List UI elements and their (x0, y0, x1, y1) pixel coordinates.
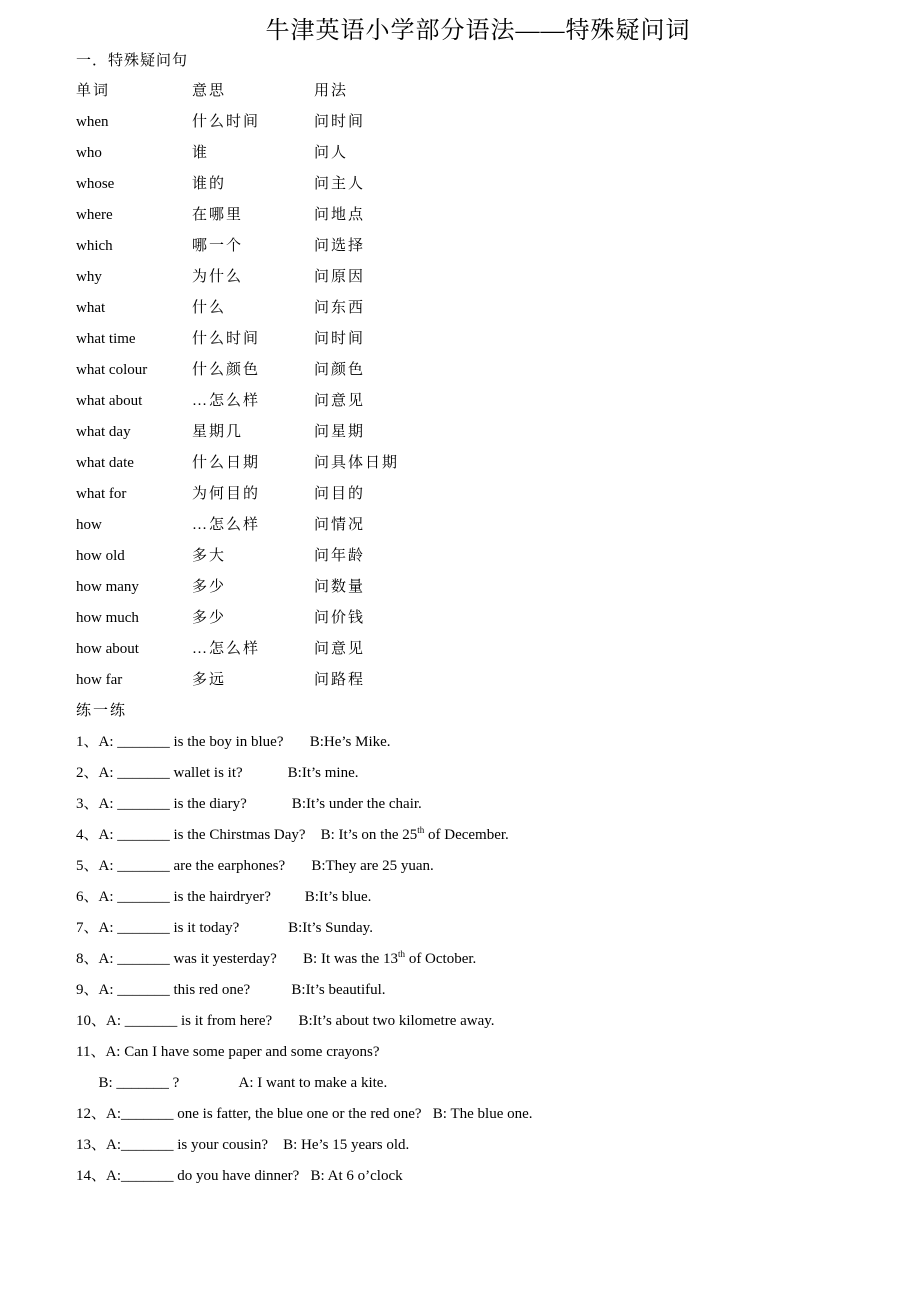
practice-line: 5、A: _______ are the earphones? B:They are 25 yuan. (76, 858, 434, 874)
word-cell: where (76, 207, 113, 223)
usage-cell: 问具体日期 (314, 455, 400, 471)
vocab-row (76, 262, 880, 293)
usage-cell: 问情况 (314, 517, 366, 533)
vocab-row (76, 634, 880, 665)
practice-line: 12、A:_______ one is fatter, the blue one or the red one? B: The blue one. (76, 1106, 533, 1122)
word-cell: what time (76, 331, 136, 347)
usage-cell: 问时间 (314, 331, 366, 347)
usage-cell: 问数量 (314, 579, 366, 595)
meaning-cell: 什么日期 (192, 455, 261, 471)
meaning-cell: 哪一个 (192, 238, 244, 254)
meaning-cell: …怎么样 (192, 517, 261, 533)
vocab-rows (76, 107, 880, 696)
word-cell: which (76, 238, 113, 254)
usage-cell: 问颜色 (314, 362, 366, 378)
usage-cell: 问意见 (314, 393, 366, 409)
ordinal-suffix: th (417, 825, 425, 835)
vocab-row (76, 572, 880, 603)
meaning-cell: 多大 (192, 548, 227, 564)
practice-line: 4、A: _______ is the Chirstmas Day? B: It’s on the 25th of December. (76, 825, 509, 843)
practice-exercises (76, 727, 880, 1192)
practice-line: 9、A: _______ this red one? B:It’s beautiful. (76, 982, 386, 998)
word-cell: who (76, 145, 102, 161)
meaning-cell: 多远 (192, 672, 227, 688)
word-cell: when (76, 114, 109, 130)
meaning-cell: 谁的 (192, 176, 227, 192)
page-title: 牛津英语小学部分语法——特殊疑问词 (265, 18, 691, 44)
vocab-row (76, 510, 880, 541)
usage-cell: 问地点 (314, 207, 366, 223)
vocab-row (76, 603, 880, 634)
vocab-row (76, 448, 880, 479)
vocab-row (76, 200, 880, 231)
word-cell: whose (76, 176, 115, 192)
usage-cell: 问星期 (314, 424, 366, 440)
vocab-row (76, 665, 880, 696)
word-cell: what day (76, 424, 131, 440)
col-header-meaning: 意思 (192, 83, 227, 99)
practice-line: 11、A: Can I have some paper and some crayons? (76, 1044, 380, 1060)
usage-cell: 问原因 (314, 269, 366, 285)
practice-line: 8、A: _______ was it yesterday? B: It was the 13th of October. (76, 949, 477, 967)
meaning-cell: 为何目的 (192, 486, 261, 502)
word-cell: how far (76, 672, 123, 688)
meaning-cell: 多少 (192, 579, 227, 595)
meaning-cell: 什么时间 (192, 114, 261, 130)
word-cell: why (76, 269, 102, 285)
practice-line: 7、A: _______ is it today? B:It’s Sunday. (76, 920, 373, 936)
practice-line: 14、A:_______ do you have dinner? B: At 6 o’clock (76, 1168, 403, 1184)
meaning-cell: 多少 (192, 610, 227, 626)
vocab-row (76, 386, 880, 417)
word-cell: what (76, 300, 106, 316)
usage-cell: 问价钱 (314, 610, 366, 626)
usage-cell: 问主人 (314, 176, 366, 192)
vocab-row (76, 541, 880, 572)
col-header-word: 单词 (76, 83, 111, 99)
word-cell: how many (76, 579, 139, 595)
vocab-row (76, 169, 880, 200)
usage-cell: 问路程 (314, 672, 366, 688)
usage-cell: 问年龄 (314, 548, 366, 564)
practice-line: 13、A:_______ is your cousin? B: He’s 15 years old. (76, 1137, 410, 1153)
meaning-cell: 什么 (192, 300, 227, 316)
meaning-cell: 什么时间 (192, 331, 261, 347)
usage-cell: 问人 (314, 145, 349, 161)
meaning-cell: 谁 (192, 145, 210, 161)
usage-cell: 问东西 (314, 300, 366, 316)
vocab-table (76, 76, 880, 696)
vocab-row (76, 324, 880, 355)
meaning-cell: 在哪里 (192, 207, 244, 223)
meaning-cell: …怎么样 (192, 641, 261, 657)
meaning-cell: 为什么 (192, 269, 244, 285)
section-heading: 一．特殊疑问句 (76, 53, 189, 69)
vocab-header-row (76, 76, 880, 107)
meaning-cell: 什么颜色 (192, 362, 261, 378)
word-cell: what date (76, 455, 134, 471)
word-cell: how about (76, 641, 139, 657)
practice-line: 2、A: _______ wallet is it? B:It’s mine. (76, 765, 359, 781)
practice-line: 1、A: _______ is the boy in blue? B:He’s Mike. (76, 734, 391, 750)
usage-cell: 问时间 (314, 114, 366, 130)
word-cell: what for (76, 486, 127, 502)
col-header-usage: 用法 (314, 83, 349, 99)
vocab-row (76, 479, 880, 510)
usage-cell: 问目的 (314, 486, 366, 502)
word-cell: how much (76, 610, 139, 626)
ordinal-suffix: th (398, 949, 406, 959)
vocab-row (76, 355, 880, 386)
usage-cell: 问选择 (314, 238, 366, 254)
word-cell: how old (76, 548, 125, 564)
vocab-row (76, 293, 880, 324)
meaning-cell: 星期几 (192, 424, 244, 440)
meaning-cell: …怎么样 (192, 393, 261, 409)
practice-heading: 练一练 (76, 703, 128, 719)
practice-line: B: _______ ? A: I want to make a kite. (76, 1075, 388, 1091)
vocab-row (76, 138, 880, 169)
practice-line: 6、A: _______ is the hairdryer? B:It’s blue. (76, 889, 372, 905)
word-cell: what colour (76, 362, 148, 378)
vocab-row (76, 107, 880, 138)
usage-cell: 问意见 (314, 641, 366, 657)
vocab-row (76, 417, 880, 448)
practice-line: 3、A: _______ is the diary? B:It’s under the chair. (76, 796, 422, 812)
word-cell: how (76, 517, 102, 533)
word-cell: what about (76, 393, 143, 409)
vocab-row (76, 231, 880, 262)
practice-line: 10、A: _______ is it from here? B:It’s about two kilometre away. (76, 1013, 495, 1029)
